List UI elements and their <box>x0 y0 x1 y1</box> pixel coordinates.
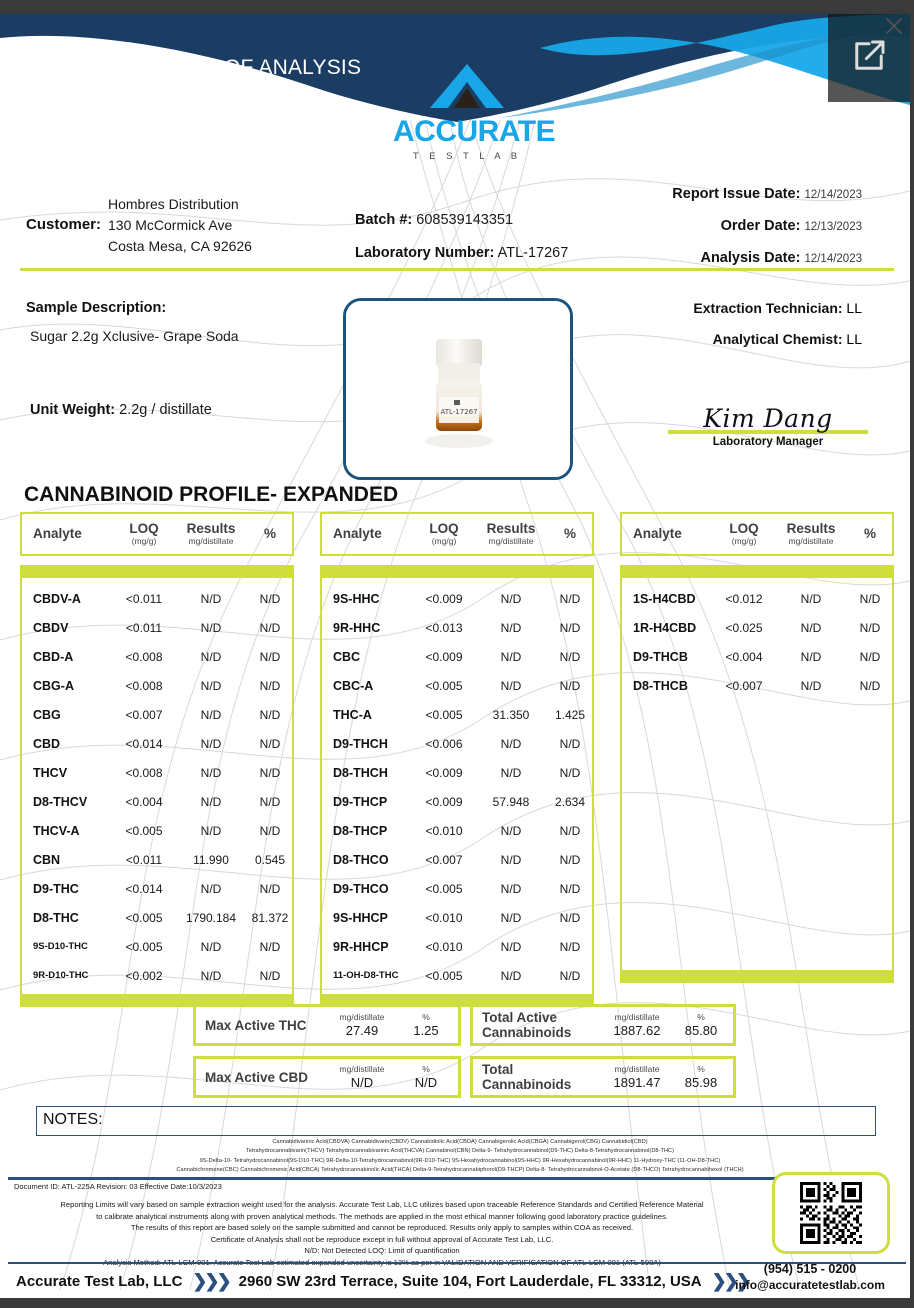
cell-loq: <0.005 <box>125 939 163 954</box>
cell-loq: <0.009 <box>425 649 463 664</box>
analyte-table-column-2 <box>320 512 594 1007</box>
unit-weight-block <box>30 402 212 418</box>
cell-loq: <0.006 <box>425 736 463 751</box>
order-date-label: Order Date: <box>720 218 801 234</box>
cell-analyte: 9R-D10-THC <box>33 970 89 981</box>
table-body <box>320 565 594 1007</box>
unit-weight-label: Unit Weight: <box>30 402 116 418</box>
cell-results: N/D <box>500 649 522 664</box>
table-row <box>22 932 292 961</box>
cell-results: N/D <box>500 620 522 635</box>
sample-description-value: Sugar 2.2g Xclusive- Grape Soda <box>30 328 239 344</box>
laboratory-number-label: Laboratory Number: <box>355 245 495 261</box>
cell-results: N/D <box>200 823 222 838</box>
table-row <box>322 700 592 729</box>
cell-results: N/D <box>500 968 522 983</box>
cell-loq: <0.007 <box>125 707 163 722</box>
total-active-line-2: Cannabinoids <box>482 1025 572 1040</box>
cell-analyte: THCV <box>33 765 68 780</box>
analyte-table-column-3 <box>620 512 894 983</box>
cell-analyte: D9-THCH <box>333 736 388 751</box>
cell-loq: <0.010 <box>425 939 463 954</box>
cell-analyte: 9R-HHCP <box>333 939 389 954</box>
cell-analyte: D8-THCB <box>633 678 688 693</box>
cell-percent: N/D <box>259 881 281 896</box>
viewer-right-edge <box>910 0 914 1308</box>
qr-code-box[interactable] <box>772 1172 890 1254</box>
total-active-line-1: Total Active <box>482 1010 558 1025</box>
cell-loq: <0.002 <box>125 968 163 983</box>
contact-email[interactable]: info@accuratetestlab.com <box>735 1278 885 1292</box>
logo-subtext: T E S T L A B <box>412 151 522 162</box>
cell-results: N/D <box>500 678 522 693</box>
header-loq-unit: (mg/g) <box>431 535 457 546</box>
notes-label: NOTES: <box>43 1111 103 1128</box>
total-active-cannabinoids-box <box>470 1004 736 1046</box>
disclaimer-line-3: The results of this report are based solely on the sample submitted and cannot be reproduced. Results only apply to samples within COA as received. <box>130 1223 634 1233</box>
unit-pct: % <box>697 1064 705 1074</box>
cell-percent: 81.372 <box>251 910 289 925</box>
table-row <box>322 613 592 642</box>
cell-analyte: D8-THCV <box>33 794 88 809</box>
customer-name: Hombres Distribution <box>108 196 239 212</box>
max-active-thc-pct: 1.25 <box>413 1023 439 1038</box>
cell-analyte: D8-THCP <box>333 823 388 838</box>
table-rows <box>22 578 292 994</box>
cell-percent: N/D <box>859 591 881 606</box>
table-rows <box>622 578 892 970</box>
table-row <box>22 874 292 903</box>
cell-results: N/D <box>200 794 222 809</box>
header-loq: LOQ <box>429 520 459 536</box>
cell-analyte: D9-THC <box>33 881 79 896</box>
total-cannabinoids-label <box>473 1062 571 1092</box>
header-analyte: Analyte <box>333 526 382 541</box>
staff-block <box>693 300 862 362</box>
cell-results: N/D <box>800 620 822 635</box>
table-row <box>622 613 892 642</box>
accurate-test-lab-logo <box>393 62 556 162</box>
cell-results: N/D <box>500 881 522 896</box>
disclaimer-line-1: Reporting Limits will vary based on sample extraction weight used for the analysis. Accurate Test Lab, LLC utilizes based upon traceable Reference Standards and Certified Reference Material <box>60 1200 704 1209</box>
cell-percent: N/D <box>259 620 281 635</box>
logo-wordmark: ACCURATE <box>393 115 556 148</box>
header-percent: % <box>263 526 276 541</box>
cell-loq: <0.005 <box>425 881 463 896</box>
unit-mg: mg/distillate <box>339 1012 385 1022</box>
header-percent: % <box>563 526 576 541</box>
table-row <box>22 642 292 671</box>
cell-percent: N/D <box>259 707 281 722</box>
cell-percent: 1.425 <box>554 707 586 722</box>
cell-results: N/D <box>500 852 522 867</box>
table-row <box>322 874 592 903</box>
cell-percent: N/D <box>559 620 581 635</box>
logo-mark-icon <box>428 62 506 110</box>
table-rows <box>322 578 592 994</box>
cell-results: N/D <box>200 881 222 896</box>
cell-loq: <0.007 <box>725 678 763 693</box>
total-line-1: Total <box>482 1062 514 1077</box>
table-header <box>320 512 594 556</box>
table-row <box>622 584 892 613</box>
table-row <box>322 584 592 613</box>
chevron-right-icon: ❯❯❯ <box>711 1270 748 1291</box>
header-loq-unit: (mg/g) <box>731 535 757 546</box>
header-loq: LOQ <box>129 520 159 536</box>
signature-name: Kim Dang <box>703 404 833 433</box>
max-active-cbd-label: Max Active CBD <box>205 1069 309 1085</box>
cell-analyte: CBDV-A <box>33 591 81 606</box>
cell-loq: <0.005 <box>425 968 463 983</box>
cell-analyte: THC-A <box>333 707 372 722</box>
legend-line-4: Cannabichromene(CBC) Cannabichromenic Acid(CBCA) Tetrahydrocannabinolic Acid(THCA) Delta-9-Tetrahydrocannabiphorol(D9-THCP) Delta-8- Tetrahydrocannabinol-O-Acetate (D8-THCO) Tetrahydrocannabihexol (THCH) <box>176 1167 744 1174</box>
cell-results: N/D <box>200 765 222 780</box>
cell-loq: <0.009 <box>425 591 463 606</box>
analysis-date-row <box>672 250 862 266</box>
cell-percent: N/D <box>259 765 281 780</box>
laboratory-number-value: ATL-17267 <box>497 245 569 261</box>
cell-percent: N/D <box>559 823 581 838</box>
cell-results: N/D <box>500 736 522 751</box>
cell-percent: N/D <box>259 823 281 838</box>
cell-results: N/D <box>200 939 222 954</box>
svg-text:ATL-17267: ATL-17267 <box>440 408 478 416</box>
cell-percent: N/D <box>859 678 881 693</box>
cell-percent: N/D <box>559 881 581 896</box>
header-loq: LOQ <box>729 520 759 536</box>
batch-row <box>355 212 568 228</box>
table-body <box>620 565 894 983</box>
cell-results: N/D <box>500 765 522 780</box>
header-results-unit: mg/distillate <box>788 535 834 546</box>
total-line-2: Cannabinoids <box>482 1077 572 1092</box>
cell-loq: <0.004 <box>725 649 763 664</box>
unit-mg: mg/distillate <box>339 1064 385 1074</box>
footer-address: 2960 SW 23rd Terrace, Suite 104, Fort Lauderdale, FL 33312, USA <box>238 1272 702 1290</box>
cell-loq: <0.014 <box>125 881 163 896</box>
contact-phone[interactable]: (954) 515 - 0200 <box>763 1262 857 1276</box>
analytical-chemist-row <box>693 331 862 347</box>
cell-results: N/D <box>800 678 822 693</box>
notes-box[interactable] <box>36 1106 876 1136</box>
cell-loq: <0.008 <box>125 649 163 664</box>
cell-percent: N/D <box>859 620 881 635</box>
footer-company: Accurate Test Lab, LLC <box>16 1272 183 1290</box>
legend-line-2: Tetrahydrocannabivarin(THCV) Tetrahydrocannabivarinic Acid(THCVA) Cannabinol(CBN) Delta-9- Tetrahydrocannabinol(D9-THC) Delta-8-Tetrahydrocannabinol(D8-THC) <box>245 1148 675 1155</box>
table-row <box>22 845 292 874</box>
sample-description-label: Sample Description: <box>26 300 167 316</box>
cell-results: N/D <box>200 968 222 983</box>
table-row <box>322 729 592 758</box>
cell-percent: N/D <box>259 736 281 751</box>
divider-green-top <box>20 268 894 271</box>
table-row <box>622 671 892 700</box>
total-mg: 1891.47 <box>613 1075 661 1090</box>
cell-analyte: CBD <box>33 736 61 751</box>
cell-analyte: D8-THCH <box>333 765 388 780</box>
cell-analyte: D9-THCB <box>633 649 688 664</box>
cell-analyte: D9-THCO <box>333 881 389 896</box>
table-row <box>22 961 292 990</box>
cell-results: N/D <box>200 649 222 664</box>
table-row <box>322 816 592 845</box>
disclaimer-line-4: Certificate of Analysis shall not be reproduce except in full without approval of Accurate Test Lab, LLC. <box>210 1234 554 1244</box>
unit-pct: % <box>697 1012 705 1022</box>
order-date-value: 12/13/2023 <box>804 221 862 233</box>
extraction-technician-value: LL <box>846 300 862 316</box>
cell-analyte: CBDV <box>33 620 69 635</box>
cell-percent: N/D <box>259 794 281 809</box>
cell-percent: 0.545 <box>254 852 286 867</box>
cell-loq: <0.005 <box>125 910 163 925</box>
cell-analyte: D8-THC <box>33 910 79 925</box>
cell-loq: <0.008 <box>125 678 163 693</box>
total-active-cannabinoids-label <box>473 1010 571 1040</box>
table-row <box>622 642 892 671</box>
unit-mg: mg/distillate <box>614 1064 660 1074</box>
cell-results: 1790.184 <box>185 910 237 925</box>
analysis-date-value: 12/14/2023 <box>804 253 862 265</box>
total-cannabinoids-box <box>470 1056 736 1098</box>
batch-value: 608539143351 <box>416 212 514 228</box>
table-row <box>322 932 592 961</box>
cell-percent: N/D <box>559 765 581 780</box>
external-link-icon <box>848 35 890 82</box>
table-row <box>22 671 292 700</box>
cell-analyte: D9-THCP <box>333 794 388 809</box>
chevron-right-icon: ❯❯❯ <box>192 1270 229 1291</box>
cell-results: N/D <box>200 591 222 606</box>
header-loq-unit: (mg/g) <box>131 535 157 546</box>
header-results: Results <box>486 520 536 536</box>
divider-blue <box>8 1177 798 1180</box>
cell-analyte: D8-THCO <box>333 852 389 867</box>
header-results-unit: mg/distillate <box>188 535 234 546</box>
cell-analyte: 9S-HHCP <box>333 910 388 925</box>
cell-loq: <0.011 <box>125 591 163 606</box>
unit-weight-value: 2.2g / distillate <box>119 402 212 418</box>
cell-results: N/D <box>500 910 522 925</box>
cell-percent: N/D <box>559 678 581 693</box>
cell-results: N/D <box>500 939 522 954</box>
unit-pct: % <box>422 1012 430 1022</box>
close-button[interactable] <box>884 16 904 36</box>
cell-analyte: 1S-H4CBD <box>633 591 696 606</box>
signature-role: Laboratory Manager <box>712 436 824 448</box>
cell-analyte: 11-OH-D8-THC <box>333 970 399 981</box>
header-percent: % <box>863 526 876 541</box>
cell-percent: N/D <box>259 968 281 983</box>
analytical-chemist-value: LL <box>846 331 862 347</box>
viewer-bottom-bar <box>0 1298 914 1308</box>
disclaimer-line-2: to calibrate analytical instruments along with proven analytical methods. The methods are applied in the most ethical manner following good laboratory practice guidelines. <box>96 1211 668 1221</box>
cell-percent: N/D <box>859 649 881 664</box>
header-results: Results <box>786 520 836 536</box>
cell-loq: <0.025 <box>725 620 763 635</box>
cell-loq: <0.013 <box>425 620 463 635</box>
table-row <box>22 758 292 787</box>
cell-percent: N/D <box>259 678 281 693</box>
cell-analyte: 9R-HHC <box>333 620 381 635</box>
cell-analyte: CBG-A <box>33 678 74 693</box>
header-analyte: Analyte <box>33 526 82 541</box>
cell-percent: N/D <box>559 736 581 751</box>
report-issue-date-label: Report Issue Date: <box>672 186 801 202</box>
sample-description-block <box>26 300 239 344</box>
cell-loq: <0.014 <box>125 736 163 751</box>
cell-results: 57.948 <box>492 794 530 809</box>
cell-loq: <0.010 <box>425 910 463 925</box>
unit-pct: % <box>422 1064 430 1074</box>
total-pct: 85.98 <box>684 1075 718 1090</box>
cell-results: 11.990 <box>193 852 229 867</box>
cell-loq: <0.005 <box>125 823 163 838</box>
signature-block <box>668 404 868 448</box>
max-active-thc-box <box>193 1004 461 1046</box>
cell-results: N/D <box>200 736 222 751</box>
total-active-mg: 1887.62 <box>613 1023 661 1038</box>
cell-loq: <0.011 <box>125 620 163 635</box>
cell-loq: <0.008 <box>125 765 163 780</box>
document-meta: Document ID: ATL-225A Revision: 03 Effective Date:10/3/2023 <box>14 1182 222 1191</box>
cell-analyte: CBN <box>33 852 61 867</box>
cell-percent: N/D <box>259 591 281 606</box>
abbreviation-legend <box>10 1138 910 1176</box>
disclaimer-text <box>6 1199 758 1269</box>
cell-results: N/D <box>200 707 222 722</box>
cell-results: N/D <box>800 649 822 664</box>
cell-results: 31.350 <box>492 707 530 722</box>
sample-photo <box>343 298 573 480</box>
cell-loq: <0.004 <box>125 794 163 809</box>
cell-results: N/D <box>500 591 522 606</box>
table-row <box>22 584 292 613</box>
cell-loq: <0.009 <box>425 765 463 780</box>
cell-analyte: 1R-H4CBD <box>633 620 697 635</box>
cell-analyte: CBC <box>333 649 361 664</box>
table-row <box>322 642 592 671</box>
cell-percent: N/D <box>559 852 581 867</box>
table-row <box>322 961 592 990</box>
table-body <box>20 565 294 1007</box>
table-row <box>322 903 592 932</box>
cell-loq: <0.005 <box>425 707 463 722</box>
table-row <box>22 816 292 845</box>
table-row <box>22 903 292 932</box>
cell-loq: <0.011 <box>125 852 163 867</box>
report-issue-date-value: 12/14/2023 <box>804 189 862 201</box>
cell-loq: <0.010 <box>425 823 463 838</box>
customer-city: Costa Mesa, CA 92626 <box>108 238 252 254</box>
cell-analyte: CBC-A <box>333 678 374 693</box>
cell-analyte: CBD-A <box>33 649 74 664</box>
analytical-chemist-label: Analytical Chemist: <box>712 331 843 347</box>
table-header <box>620 512 894 556</box>
cell-percent: N/D <box>559 939 581 954</box>
cell-percent: N/D <box>259 649 281 664</box>
cell-loq: <0.009 <box>425 794 463 809</box>
qr-code <box>800 1182 862 1244</box>
table-header <box>20 512 294 556</box>
cell-percent: N/D <box>559 910 581 925</box>
legend-line-1: Cannabidivarinic Acid(CBDVA) Cannabidivarin(CBDV) Cannabidiolic Acid(CBDA) Cannabigerolic Acid(CBGA) Cannabigerol(CBG) Cannabidiol(CBD) <box>272 1139 648 1145</box>
batch-label: Batch #: <box>355 212 413 228</box>
cell-percent: 2.634 <box>554 794 586 809</box>
cell-percent: N/D <box>259 939 281 954</box>
cell-results: N/D <box>500 823 522 838</box>
cell-percent: N/D <box>559 591 581 606</box>
max-active-thc-label: Max Active THC <box>205 1017 307 1033</box>
analysis-date-label: Analysis Date: <box>700 250 801 266</box>
customer-label: Customer: <box>26 216 102 233</box>
laboratory-number-row <box>355 245 568 261</box>
report-info-row <box>0 186 914 268</box>
unit-mg: mg/distillate <box>614 1012 660 1022</box>
max-active-cbd-mg: N/D <box>350 1075 374 1090</box>
section-title: CANNABINOID PROFILE- EXPANDED <box>24 483 399 506</box>
max-active-cbd-pct: N/D <box>414 1075 438 1090</box>
header-analyte: Analyte <box>633 526 682 541</box>
cell-percent: N/D <box>559 649 581 664</box>
extraction-technician-label: Extraction Technician: <box>693 300 843 316</box>
table-row <box>22 700 292 729</box>
cell-analyte: 9S-D10-THC <box>33 941 88 952</box>
customer-street: 130 McCormick Ave <box>108 217 233 233</box>
cell-analyte: THCV-A <box>33 823 80 838</box>
page-title: CERTIFICATE OF ANALYSIS <box>80 56 362 79</box>
disclaimer-line-5: N/D: Not Detected LOQ: Limit of quantification <box>304 1246 460 1256</box>
viewer-top-bar <box>0 0 914 14</box>
header-results-unit: mg/distillate <box>488 535 534 546</box>
cell-results: N/D <box>800 591 822 606</box>
cell-loq: <0.012 <box>725 591 763 606</box>
table-row <box>322 758 592 787</box>
order-date-row <box>672 218 862 234</box>
header-results: Results <box>186 520 236 536</box>
cell-results: N/D <box>200 678 222 693</box>
cell-loq: <0.007 <box>425 852 463 867</box>
customer-address <box>108 194 252 257</box>
max-active-cbd-box <box>193 1056 461 1098</box>
table-row <box>322 787 592 816</box>
cell-percent: N/D <box>559 968 581 983</box>
cell-analyte: CBG <box>33 707 61 722</box>
report-issue-date-row <box>672 186 862 202</box>
table-row <box>322 845 592 874</box>
table-row <box>322 671 592 700</box>
legend-line-3: 9S-Delta-10- Tetrahydrocannabinol(9S-D10-THC) 9R-Delta-10-Tetrahydrocannabinol(9R-D10-THC) 9S-Hexahydrocannabinol(9S-HHC) 9R-Hexahydrocannabinol(9R-HHC) 11-Hydroxy-THC (11-OH-D8-THC) <box>199 1157 721 1164</box>
table-row <box>22 613 292 642</box>
contact-block <box>726 1262 894 1292</box>
cell-loq: <0.005 <box>425 678 463 693</box>
cell-results: N/D <box>200 620 222 635</box>
table-row <box>22 729 292 758</box>
cell-analyte: 9S-HHC <box>333 591 380 606</box>
extraction-technician-row <box>693 300 862 316</box>
analyte-table-column-1 <box>20 512 294 1007</box>
total-active-pct: 85.80 <box>684 1023 718 1038</box>
max-active-thc-mg: 27.49 <box>345 1023 379 1038</box>
table-row <box>22 787 292 816</box>
